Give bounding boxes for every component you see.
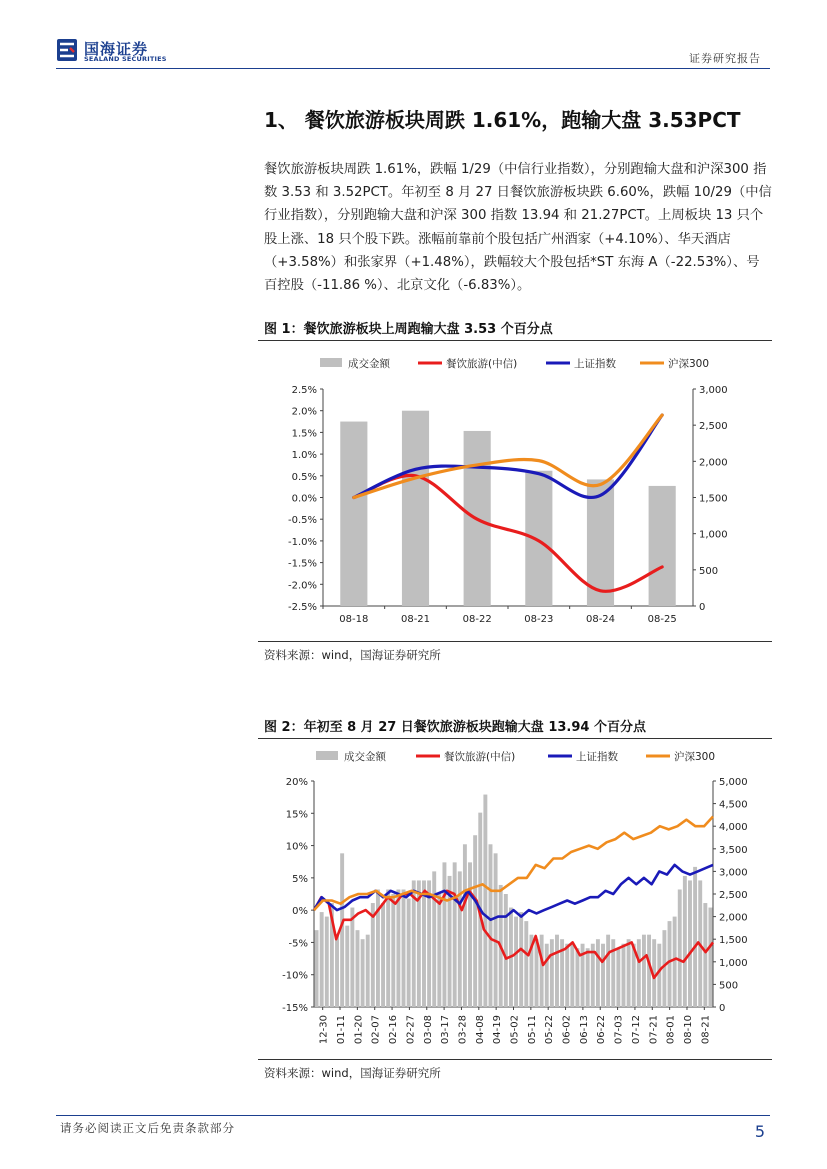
- left-tick-label: 15%: [285, 809, 308, 821]
- series-line-2: [354, 415, 662, 497]
- left-tick-label: 2.0%: [291, 406, 317, 418]
- right-tick-label: 4,000: [719, 822, 748, 834]
- volume-bar: [540, 935, 544, 1007]
- volume-bar: [320, 912, 324, 1007]
- figure1-chart: [258, 341, 772, 641]
- left-tick-label: -2.5%: [287, 602, 317, 613]
- x-tick-label: 08-24: [585, 614, 616, 625]
- left-tick-label: 5%: [292, 873, 308, 885]
- volume-bar: [668, 921, 672, 1007]
- volume-bar: [550, 939, 554, 1007]
- volume-bar: [616, 948, 620, 1007]
- volume-bar: [356, 930, 360, 1007]
- x-tick-label: 08-21: [700, 1015, 712, 1045]
- volume-bar: [627, 939, 631, 1007]
- x-tick-label: 01-11: [336, 1015, 348, 1045]
- volume-bar: [504, 894, 508, 1007]
- section-paragraph: 餐饮旅游板块周跌 1.61%，跌幅 1/29（中信行业指数），分别跑输大盘和沪深300 指数 3.53 和 3.52PCT。年初至 8 月 27 日餐饮旅游板块跌 6.60%，跌幅 10/29（中信行业指数），分别跑输大盘和沪深 300 指数 13.94 和 21.27PCT。上周板块 13 只个股上涨、18 只个股下跌。涨幅前靠前个股包括广州酒家（+4.10%）、华天酒店（+3.58%）和张家界（+1.48%），跌幅较大个股包括*ST 东海 A（-22.53%）、号百控股（-11.86 %）、北京文化（-6.83%）。: [264, 162, 772, 294]
- x-tick-label: 03-08: [422, 1015, 434, 1045]
- legend-label: 成交金额: [348, 358, 390, 370]
- volume-bar: [350, 908, 354, 1007]
- x-tick-label: 07-12: [630, 1015, 642, 1045]
- volume-bar: [519, 912, 523, 1007]
- right-tick-label: 2,000: [699, 457, 728, 469]
- volume-bar: [703, 903, 707, 1007]
- volume-bar: [601, 944, 605, 1007]
- figure1-title: 图 1：餐饮旅游板块上周跑输大盘 3.53 个百分点: [264, 322, 553, 337]
- brand-logo: [56, 38, 196, 64]
- x-tick-label: 05-22: [544, 1015, 556, 1045]
- footer-disclaimer: 请务必阅读正文后免责条款部分: [60, 1121, 235, 1135]
- legend-label: 餐饮旅游(中信): [444, 751, 516, 763]
- left-tick-label: -1.5%: [287, 558, 317, 570]
- x-tick-label: 06-22: [596, 1015, 608, 1045]
- volume-bar: [315, 930, 319, 1007]
- x-tick-label: 07-03: [613, 1015, 625, 1045]
- right-tick-label: 3,500: [719, 844, 748, 856]
- volume-bar: [683, 876, 687, 1007]
- x-tick-label: 08-23: [524, 614, 554, 625]
- left-tick-label: 1.0%: [291, 450, 317, 462]
- logo-text-en: SEALAND SECURITIES: [84, 55, 167, 63]
- legend-label: 上证指数: [574, 358, 616, 370]
- volume-bar: [340, 422, 367, 606]
- volume-bar: [673, 917, 677, 1007]
- logo-mark-icon: [56, 38, 78, 62]
- series-line-3: [354, 415, 662, 497]
- x-tick-label: 02-27: [405, 1015, 417, 1045]
- volume-bar: [606, 935, 610, 1007]
- left-tick-label: -1.0%: [287, 536, 317, 548]
- right-tick-label: 1,500: [719, 935, 748, 947]
- legend-label: 餐饮旅游(中信): [446, 358, 518, 370]
- right-tick-label: 2,000: [719, 912, 748, 924]
- left-tick-label: 0.0%: [291, 493, 317, 505]
- x-tick-label: 08-10: [682, 1015, 694, 1045]
- right-tick-label: 1,000: [699, 529, 728, 541]
- volume-bar: [637, 939, 641, 1007]
- volume-bar: [371, 903, 375, 1007]
- figure1-source: 资料来源：wind，国海证券研究所: [264, 648, 441, 662]
- right-tick-label: 3,000: [719, 867, 748, 879]
- figure1-frame: [258, 340, 772, 642]
- volume-bar: [473, 835, 477, 1007]
- volume-bar: [335, 935, 339, 1007]
- volume-bar: [442, 862, 446, 1007]
- volume-bar: [649, 486, 676, 606]
- page-number: 5: [754, 1122, 765, 1141]
- x-tick-label: 06-13: [578, 1015, 590, 1045]
- volume-bar: [575, 948, 579, 1007]
- left-tick-label: 1.5%: [291, 428, 317, 440]
- left-tick-label: -15%: [282, 1003, 308, 1014]
- x-tick-label: 03-17: [440, 1015, 452, 1045]
- volume-bar: [514, 917, 518, 1007]
- volume-bar: [422, 880, 426, 1007]
- x-tick-label: 04-08: [474, 1015, 486, 1045]
- volume-bar: [453, 862, 457, 1007]
- volume-bar: [545, 944, 549, 1007]
- left-tick-label: -10%: [282, 970, 308, 982]
- volume-bar: [325, 917, 329, 1007]
- volume-bar: [458, 871, 462, 1007]
- volume-bar: [468, 862, 472, 1007]
- header-divider: [56, 68, 770, 69]
- figure2-source: 资料来源：wind，国海证券研究所: [264, 1066, 441, 1080]
- volume-bar: [642, 935, 646, 1007]
- x-tick-label: 05-11: [526, 1015, 538, 1045]
- left-tick-label: 20%: [285, 777, 308, 788]
- series-line-1: [354, 475, 662, 591]
- volume-bar: [402, 889, 406, 1007]
- volume-bar: [483, 795, 487, 1007]
- x-tick-label: 07-21: [648, 1015, 660, 1045]
- right-tick-label: 3,000: [699, 385, 728, 396]
- volume-bar: [366, 935, 370, 1007]
- x-tick-label: 04-19: [492, 1015, 504, 1045]
- volume-bar: [361, 939, 365, 1007]
- left-tick-label: -5%: [288, 938, 308, 950]
- volume-bar: [708, 908, 712, 1007]
- volume-bar: [555, 935, 559, 1007]
- volume-bar: [662, 930, 666, 1007]
- volume-bar: [386, 889, 390, 1007]
- left-tick-label: -2.0%: [287, 580, 317, 592]
- right-tick-label: 5,000: [719, 777, 748, 788]
- figure2-chart: [258, 739, 772, 1059]
- x-tick-label: 02-07: [370, 1015, 382, 1045]
- volume-bar: [432, 871, 436, 1007]
- x-tick-label: 01-20: [353, 1015, 365, 1045]
- logo-text-cn: 国海证券: [84, 40, 149, 58]
- x-tick-label: 08-22: [462, 614, 492, 625]
- volume-bar: [657, 944, 661, 1007]
- x-tick-label: 08-21: [400, 614, 431, 625]
- volume-bar: [407, 899, 411, 1007]
- x-tick-label: 08-18: [339, 614, 369, 625]
- volume-bar: [524, 921, 528, 1007]
- left-tick-label: 10%: [285, 841, 308, 853]
- report-type: 证券研究报告: [689, 52, 761, 65]
- left-tick-label: 0.5%: [291, 471, 317, 483]
- volume-bar: [525, 471, 552, 606]
- volume-bar: [596, 939, 600, 1007]
- volume-bar: [391, 894, 395, 1007]
- legend-label: 成交金额: [344, 751, 386, 763]
- volume-bar: [688, 880, 692, 1007]
- volume-bar: [586, 948, 590, 1007]
- x-tick-label: 08-25: [647, 614, 677, 625]
- right-tick-label: 0: [719, 1003, 726, 1014]
- right-tick-label: 2,500: [699, 421, 728, 433]
- volume-bar: [437, 894, 441, 1007]
- volume-bar: [494, 853, 498, 1007]
- legend-swatch-bar: [316, 751, 338, 760]
- legend-label: 上证指数: [576, 751, 618, 763]
- right-tick-label: 1,500: [699, 493, 728, 505]
- volume-bar: [489, 844, 493, 1007]
- left-tick-label: 0%: [292, 906, 308, 918]
- legend-swatch-bar: [320, 358, 342, 367]
- right-tick-label: 4,500: [719, 799, 748, 811]
- volume-bar: [570, 944, 574, 1007]
- x-tick-label: 12-30: [318, 1015, 330, 1045]
- volume-bar: [396, 889, 400, 1007]
- volume-bar: [381, 903, 385, 1007]
- section-heading: 1、 餐饮旅游板块周跌 1.61%，跑输大盘 3.53PCT: [264, 108, 741, 132]
- right-tick-label: 2,500: [719, 890, 748, 901]
- volume-bar: [622, 944, 626, 1007]
- volume-bar: [678, 889, 682, 1007]
- left-tick-label: -0.5%: [287, 515, 317, 527]
- volume-bar: [402, 411, 429, 606]
- right-tick-label: 500: [699, 565, 719, 577]
- volume-bar: [565, 944, 569, 1007]
- x-tick-label: 03-28: [457, 1015, 469, 1045]
- volume-bar: [693, 867, 697, 1007]
- footer-divider: [56, 1115, 770, 1116]
- left-tick-label: 2.5%: [291, 385, 317, 396]
- figure2-frame: [258, 738, 772, 1060]
- figure2-title: 图 2：年初至 8 月 27 日餐饮旅游板块跑输大盘 13.94 个百分点: [264, 720, 646, 735]
- x-tick-label: 08-01: [665, 1015, 677, 1045]
- x-tick-label: 02-16: [388, 1015, 400, 1045]
- volume-bar: [463, 844, 467, 1007]
- x-tick-label: 05-02: [509, 1015, 521, 1045]
- series-line-3: [314, 817, 713, 911]
- right-tick-label: 1,000: [719, 957, 748, 969]
- legend-label: 沪深300: [668, 358, 710, 370]
- right-tick-label: 0: [699, 602, 706, 613]
- right-tick-label: 500: [719, 980, 739, 992]
- legend-label: 沪深300: [674, 751, 716, 763]
- volume-bar: [427, 880, 431, 1007]
- x-tick-label: 06-02: [561, 1015, 573, 1045]
- volume-bar: [345, 926, 349, 1007]
